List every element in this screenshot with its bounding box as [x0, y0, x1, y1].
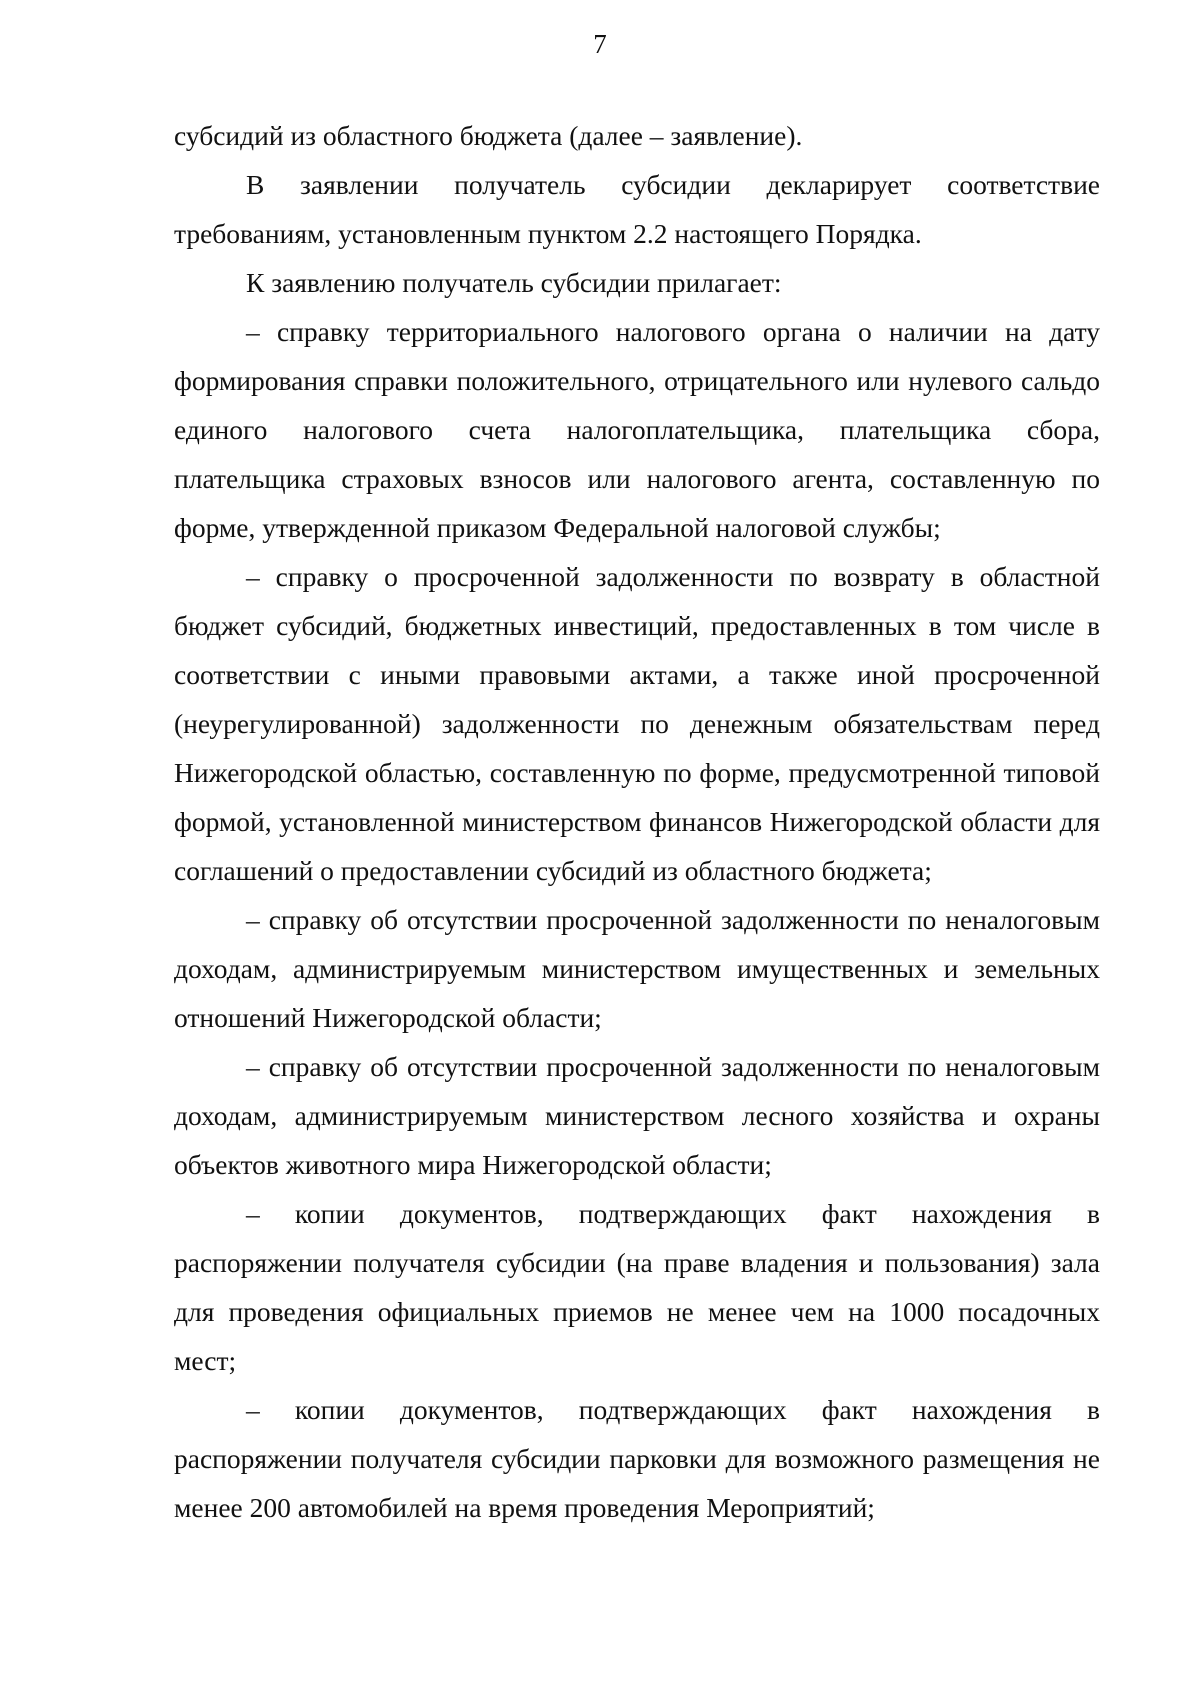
list-item-property-ministry-certificate: – справку об отсутствии просроченной задолженности по неналоговым доходам, администрируемым министерством имущественных и земельных отношений Нижегородской области; [174, 904, 1100, 1033]
list-item-tax-certificate: – справку территориального налогового органа о наличии на дату формирования справки положительного, отрицательного или нулевого сальдо единого налогового счета налогоплательщика, плательщика сбора, плательщика страховых взносов или налогового агента, составленную по форме, утвержденной приказом Федеральной налоговой службы; [174, 316, 1100, 543]
list-item-hall-documents: – копии документов, подтверждающих факт нахождения в распоряжении получателя субсидии (на праве владения и пользования) зала для проведения официальных приемов не менее чем на 1000 посадочных мест; [174, 1198, 1100, 1376]
list-item-forestry-ministry-certificate: – справку об отсутствии просроченной задолженности по неналоговым доходам, администрируемым министерством лесного хозяйства и охраны объектов животного мира Нижегородской области; [174, 1051, 1100, 1180]
paragraph-attachments-intro: К заявлению получатель субсидии прилагает: [246, 267, 782, 298]
paragraph-continuation: субсидий из областного бюджета (далее – заявление). [174, 120, 803, 151]
paragraph-declaration: В заявлении получатель субсидии декларирует соответствие требованиям, установленным пунктом 2.2 настоящего Порядка. [174, 169, 1100, 249]
page-number: 7 [593, 29, 607, 59]
list-item-overdue-debt-certificate: – справку о просроченной задолженности по возврату в областной бюджет субсидий, бюджетных инвестиций, предоставленных в том числе в соответствии с иными правовыми актами, а также иной просроченной (неурегулированной) задолженности по денежным обязательствам перед Нижегородской областью, составленную по форме, предусмотренной типовой формой, установленной министерством финансов Нижегородской области для соглашений о предоставлении субсидий из областного бюджета; [174, 561, 1100, 886]
document-body [174, 111, 1100, 1532]
list-item-parking-documents: – копии документов, подтверждающих факт нахождения в распоряжении получателя субсидии парковки для возможного размещения не менее 200 автомобилей на время проведения Мероприятий; [174, 1394, 1100, 1523]
